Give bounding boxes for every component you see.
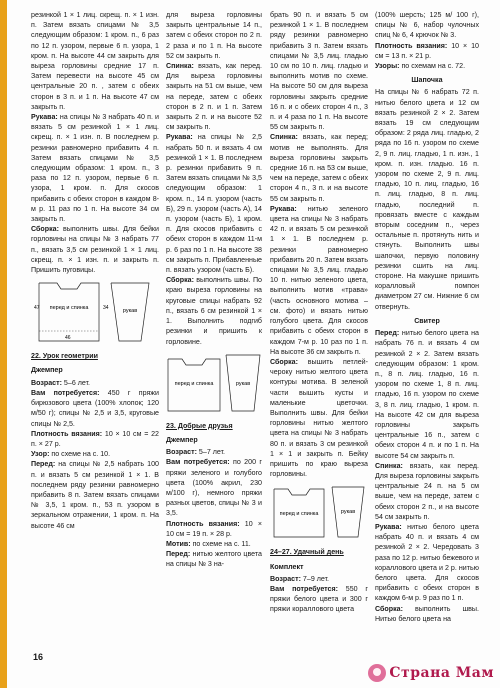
col1-assembly-text: выполнить швы. Для бейки горловины на спицы № 3 набрать 77 п., вязать 3,5 см резинкой 1 × 1 лиц. скрещ. п. × 1 изн. п. и закрыть п. Пришить пуговицы. (31, 225, 159, 275)
col1-heading: 22. Урок геометрии (31, 352, 98, 361)
col1-pattern: по схеме на с. 10. (49, 450, 111, 459)
col2-subheading: Джемпер (166, 435, 198, 444)
page-number: 16 (33, 652, 44, 662)
col2-motif-label: Мотив: (166, 539, 191, 548)
col4-sweater-heading: Свитер (414, 316, 440, 325)
column-1 (31, 10, 159, 531)
heart-logo-icon (368, 664, 386, 682)
col4-hat-text: На спицы № 6 набрать 72 п. нитью белого цвета и 12 см вязать резинкой 2 × 2. Затем вязать 19 см следующим образом: 2 ряда лиц. гладью, 2 ряда по 16 п. узором по схеме 2, 9 п. лиц. гладью, 1 п. изн., 1 кром. п. изн. гладью. 16 п. узором по схеме 2, 9 п. лиц. гладью, 10 п. лиц. гладью, 16 п. лиц. гладью, 8 п. лиц. гладью, последний п. провязать вместе с каждым вторым соседним п., через остальные п. протянуть нить и стянуть. Выполнить швы шапочки, первую половину резинки сшить на лиц. стороне. На макушке пришить коралловый помпон диаметром 27 см. Нижние 6 см отвернуть. (375, 88, 479, 311)
col4-paragraph-1: (100% шерсть; 125 м/ 100 г), спицы № 6, набор чулочных спиц № 6, 4 крючок № 3. (375, 11, 479, 40)
diagram2-label-sleeve: рукав (235, 380, 251, 387)
col3-back-text: вязать, как перед; мотив не выполнять. Для выреза горловины закрыть средние 16 п. на 53 см выше, чем на переде, затем с обеих сторон 4 п., 3 п. и на высоте 55 см закрыть п. (270, 133, 368, 203)
col1-age-label: Возраст: (31, 378, 62, 387)
col1-density: 10 × 10 см = 22 п. × 27 р. (31, 429, 159, 448)
col1-assembly-label: Сборка: (31, 225, 59, 234)
column-3 (270, 10, 368, 615)
watermark-logo[interactable] (368, 664, 494, 682)
col1-pattern-label: Узор: (31, 450, 50, 459)
col3-paragraph-1: брать 90 п. и вязать 5 см резинкой 1 × 1. В последнем ряду резинки равномерно прибавить 3 п. Затем вязать спицами № 3,5 лиц. гладью 10 см по 10 п. лиц. гладью и выполнить мотив по схеме. На высоте 50 см для выреза горловины закрыть средние 16 п. и с обеих сторон 4 п., 3 п. и 4 раза по 1 п. На высоте 55 см закрыть п. (270, 11, 368, 132)
diagram1-label-sleeve: рукав (122, 308, 138, 315)
pattern-diagram-1 (31, 279, 159, 345)
col4-density-label: Плотность вязания: (375, 41, 448, 50)
col3-heading: 24–27. Удачный день (270, 548, 344, 557)
col2-heading: 23. Добрые друзья (166, 421, 233, 430)
col4-back-label: Спинка: (375, 461, 403, 470)
col4-sleeve-label: Рукава: (375, 522, 402, 531)
col1-sleeves-text: на спицы № 3 набрать 40 п. и вязать 5 см резинкой 1 × 1 лиц. скрещ. п. × 1 изн. п. В последнем р. резинки равномерно прибавить 4 п. Затем вязать спицами № 3,5 следующим образом: 1 кром. п., 3 раза по 12 п. узором, первые 6 п. узора, 1 кром. п. Для скосов прибавить с обеих сторон в каждом 8-м р. 11 раз по 1 п. На высоте 34 см закрыть п. (31, 113, 159, 224)
col1-density-label: Плотность вязания: (31, 429, 103, 438)
col4-sleeve: нитью белого цвета набрать 40 п. и вязать 4 см резинкой 2 × 2. Чередовать 3 раза по 12 р. нитью бежевого и кораллового цвета и 2 р. нитью белого цвета. Для скосов прибавить с обеих сторон в каждом 6-м р. 9 раз по 1 п. (375, 522, 479, 603)
col3-age: 7–9 лет. (300, 574, 330, 583)
col4-assembly-label: Сборка: (375, 604, 403, 613)
col3-assembly-label: Сборка: (270, 357, 298, 366)
col2-sleeves-text: на спицы № 2,5 набрать 50 п. и вязать 4 см резинкой 1 × 1. В последнем р. резинки прибавить 9 п. Затем вязать спицами № 3,5 следующим образом: 1 кром. п., 14 п. узором (часть Б), 29 п. узором (часть А), 14 п. узором (часть Б), 1 кром. п. Для скосов прибавить с обеих сторон в каждом 11-м р. 6 раз по 1 п. На высоте 38 см закрыть п. Прибавленные п. вязать узором (часть Б). (166, 133, 262, 275)
orange-edge-strip (0, 0, 7, 688)
col2-back-label: Спинка: (166, 62, 194, 71)
diagram2-label-front: перед и спинка (174, 380, 214, 387)
col2-age-label: Возраст: (166, 448, 197, 457)
col4-front: нитью белого цвета на набрать 76 п. и вязать 4 см резинкой 2 × 2. Затем вязать следующим образом: 1 кром. п., 8 п. лиц. гладью, 16 п. узором по схеме 1, 8 п. лиц. гладью, 16 п. узором по схеме 3, 8 п. лиц. гладью, 1 кром. п. На высоте 42 см для выреза горловины закрыть центральные 16 п., затем с обеих сторон 4 п. и по 1 п. На высоте 54 см закрыть п. (375, 329, 479, 460)
col2-assembly-text: выполнить швы. По краю выреза горловины на круговые спицы набрать 92 п., вязать 6 см резинкой 1 × 1. Выполнить подгиб резинки и пришить к горловине. (166, 276, 262, 346)
col1-front-label: Перед: (31, 460, 56, 469)
col3-sleeves-text: нитью зеленого цвета на спицы № 3 набрать 42 п. и вязать 5 см резинкой 1 × 1. В последнем р. резинки равномерно прибавить 20 п. Затем вязать спицами № 3,5 лиц. гладью 10 п. нитью зеленого цвета, выполнить мотив «трава» (часть основного мотива – см. фото) и вязать нитью голубого цвета. Для скосов прибавить с обеих сторон в каждом 7-м р. 10 раз по 1 п. На высоте 36 см закрыть п. (270, 204, 368, 356)
col3-need: 550 г пряжи белого цвета и 300 г пряжи кораллового цвета (270, 584, 368, 614)
col3-sleeves-label: Рукава: (270, 204, 297, 213)
col2-density: 10 × 10 см = 19 п. × 28 р. (166, 519, 262, 538)
col2-need-label: Вам потребуется: (166, 458, 230, 467)
col3-need-label: Вам потребуется: (270, 584, 339, 593)
pattern-diagram-3 (270, 483, 368, 541)
col2-front: нитью желтого цвета на спицы № 3 на- (166, 550, 262, 569)
col4-assembly: выполнить швы. Нитью белого цвета на (375, 604, 479, 623)
col1-age: 5–6 лет. (61, 378, 91, 387)
col1-need-label: Вам потребуется: (31, 388, 100, 397)
col4-pattern-label: Узоры: (375, 62, 400, 71)
col1-paragraph-1: резинкой 1 × 1 лиц. скрещ. п. × 1 изн. п. Затем вязать спицами № 3,5 следующим образом: 1 кром. п., 6 раз по 12 п. узором, первые 6 п. узора, 1 кром. п. На высоте 44 см закрыть для выреза горловины средние 17 п. Затем перевести на высоте 45 см центральные 20 п. , затем с обеих сторон в 3 п. и 1 п. На высоте 47 см закрыть п. (31, 11, 159, 111)
col3-subheading: Комплект (270, 562, 304, 571)
col1-front: на спицы № 2,5 набрать 100 п. и вязать 5 см резинкой 1 × 1. В последнем ряду резинки равномерно прибавить 8 п. Затем вязать спицами № 3,5, 1 кром. п., 53 п. узором в зеркальном отражении, 1 кром. п. На высоте 46 см (31, 460, 159, 530)
diagram3-label-front: перед и спинка (279, 511, 319, 518)
watermark-text: Страна Мам (389, 665, 494, 681)
diagram1-label-front: перед и спинка (49, 305, 89, 312)
col4-back: вязать, как перед. Для выреза горловины закрыть центральные 24 п. на 5 см выше, чем на переде, затем с обеих сторон 2 п., и на высоте 54 см закрыть п. (375, 461, 479, 521)
col4-hat-heading: Шапочка (411, 76, 443, 85)
col3-back-label: Спинка: (270, 133, 298, 142)
column-2 (166, 10, 262, 570)
col1-need: 450 г пряжи бирюзового цвета (100% хлопок; 120 м/50 г); спицы № 2,5 и 3,5, круговые спицы № 2,5. (31, 388, 159, 428)
diagram1-dim-34: 34 (103, 305, 109, 312)
diagram3-label-sleeve: рукав (340, 509, 356, 516)
col2-back-text: вязать, как перед. Для выреза горловины закрыть на 51 см выше, чем на переде, затем с обеих сторон в 2 п. и 1 п. Затем закрыть 2 п. и на высоте 52 см закрыть п. (166, 62, 262, 132)
pattern-diagram-2 (166, 351, 262, 415)
col4-front-label: Перед: (375, 329, 400, 338)
col1-subheading: Джемпер (31, 366, 63, 375)
col3-assembly-text: вышить петлей-чероку нитью желтого цвета контуры мотива. В зеленой части вышить кусты и маленькие цветочки. Выполнить швы. Для бейки горловины нитью желтого цвета на спицы № 3 набрать 80 п. и вязать 3 см резинкой 1 × 1 и закрыть п. Бейку пришить по краю выреза горловины. (270, 357, 368, 479)
col2-assembly-label: Сборка: (166, 276, 194, 285)
col2-paragraph-1: для выреза горловины закрыть центральные 14 п., затем с обеих сторон по 2 п. 2 раза и по 1 п. На высоте 52 см закрыть п. (166, 11, 262, 60)
col3-age-label: Возраст: (270, 574, 301, 583)
col2-sleeves-label: Рукава: (166, 133, 193, 142)
col4-density: 10 × 10 см = 13 п. × 21 р. (375, 41, 479, 60)
diagram1-dim-47: 47 (34, 305, 40, 312)
col2-front-label: Перед: (166, 550, 191, 559)
col4-pattern: по схемам на с. 72. (399, 62, 466, 71)
col2-age: 5–7 лет. (196, 448, 226, 457)
col2-density-label: Плотность вязания: (166, 519, 240, 528)
column-4 (375, 10, 479, 624)
col2-need: по 200 г пряжи зеленого и голубого цвета (100% акрил, 230 м/100 г), немного пряжи разных цветов, спицы № 3 и 3,5. (166, 458, 262, 518)
col2-motif: по схеме на с. 11. (190, 539, 251, 548)
diagram1-dim-46: 46 (65, 335, 71, 342)
col1-sleeves-label: Рукава: (31, 113, 58, 122)
